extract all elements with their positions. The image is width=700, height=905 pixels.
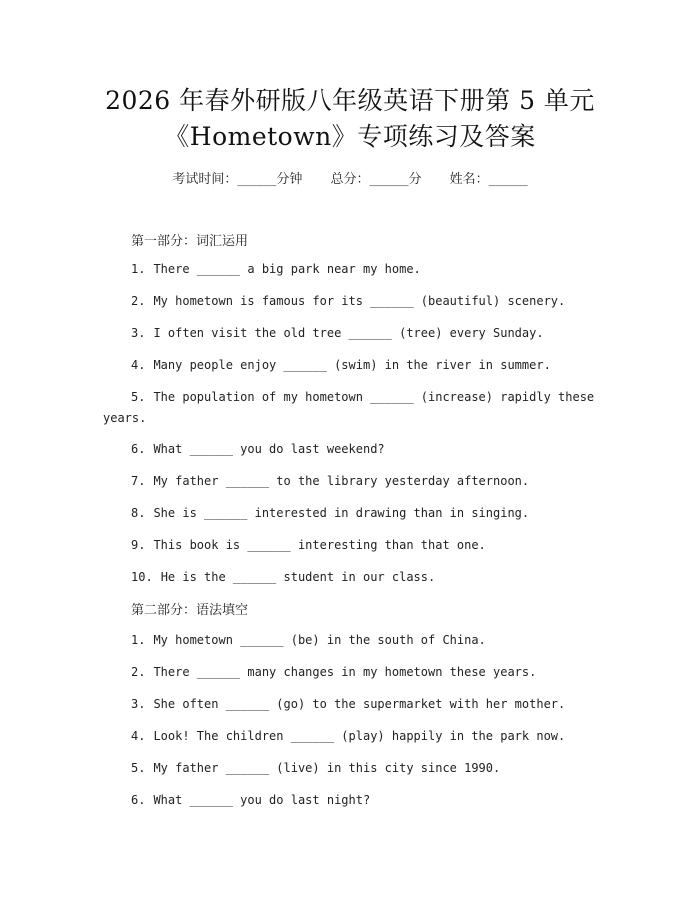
question-text: My father ______ to the library yesterday afternoon. <box>153 474 530 488</box>
student-name-field: 姓名：______ <box>449 172 528 187</box>
question-text: My father ______ (live) in this city since 1990. <box>153 761 501 775</box>
question-number: 4. <box>131 358 146 372</box>
question-number: 6. <box>131 793 146 807</box>
exam-time-field: 考试时间：______分钟 <box>172 172 303 187</box>
question-item <box>131 355 576 376</box>
question-number: 3. <box>131 697 146 711</box>
question-item <box>131 535 576 556</box>
question-number: 4. <box>131 729 146 743</box>
question-number: 10. <box>131 570 153 584</box>
question-item <box>131 291 576 312</box>
section-heading-part-1: 第一部分：词汇运用 <box>131 234 249 249</box>
question-item <box>131 387 595 408</box>
question-number: 1. <box>131 262 146 276</box>
question-item <box>131 259 576 280</box>
question-number: 1. <box>131 633 146 647</box>
question-text: She often ______ (go) to the supermarket with her mother. <box>153 697 566 711</box>
question-item <box>131 790 576 811</box>
question-continuation: years. <box>103 411 147 425</box>
document-title-line-2: 《Hometown》专项练习及答案 <box>164 122 536 151</box>
question-text: My hometown ______ (be) in the south of China. <box>153 633 486 647</box>
question-item <box>131 726 576 747</box>
question-text: My hometown is famous for its ______ (beautiful) scenery. <box>153 294 566 308</box>
question-item <box>131 758 576 779</box>
question-item <box>131 323 576 344</box>
question-item <box>131 567 576 588</box>
question-item <box>131 439 576 460</box>
question-text: Look! The children ______ (play) happily in the park now. <box>153 729 566 743</box>
question-number: 5. <box>131 390 146 404</box>
question-text: Many people enjoy ______ (swim) in the river in summer. <box>153 358 551 372</box>
question-text: This book is ______ interesting than that one. <box>153 538 486 552</box>
question-text: He is the ______ student in our class. <box>160 570 436 584</box>
question-number: 9. <box>131 538 146 552</box>
question-item <box>131 471 576 492</box>
question-item <box>131 694 576 715</box>
question-number: 3. <box>131 326 146 340</box>
question-item <box>131 630 576 651</box>
section-heading-part-2: 第二部分：语法填空 <box>131 603 249 618</box>
question-item <box>131 503 576 524</box>
question-text: There ______ a big park near my home. <box>153 262 421 276</box>
total-score-field: 总分：______分 <box>330 172 422 187</box>
document-title-line-1: 2026 年春外研版八年级英语下册第 5 单元 <box>105 86 595 115</box>
question-text: The population of my hometown ______ (increase) rapidly these <box>153 390 595 404</box>
question-number: 8. <box>131 506 146 520</box>
question-text: I often visit the old tree ______ (tree) every Sunday. <box>153 326 544 340</box>
question-number: 2. <box>131 294 146 308</box>
question-number: 6. <box>131 442 146 456</box>
exam-meta-row <box>0 168 700 187</box>
question-text: What ______ you do last weekend? <box>153 442 385 456</box>
question-text: What ______ you do last night? <box>153 793 371 807</box>
question-number: 7. <box>131 474 146 488</box>
question-text: She is ______ interested in drawing than in singing. <box>153 506 530 520</box>
question-item <box>131 662 576 683</box>
question-number: 2. <box>131 665 146 679</box>
question-text: There ______ many changes in my hometown these years. <box>153 665 537 679</box>
question-number: 5. <box>131 761 146 775</box>
